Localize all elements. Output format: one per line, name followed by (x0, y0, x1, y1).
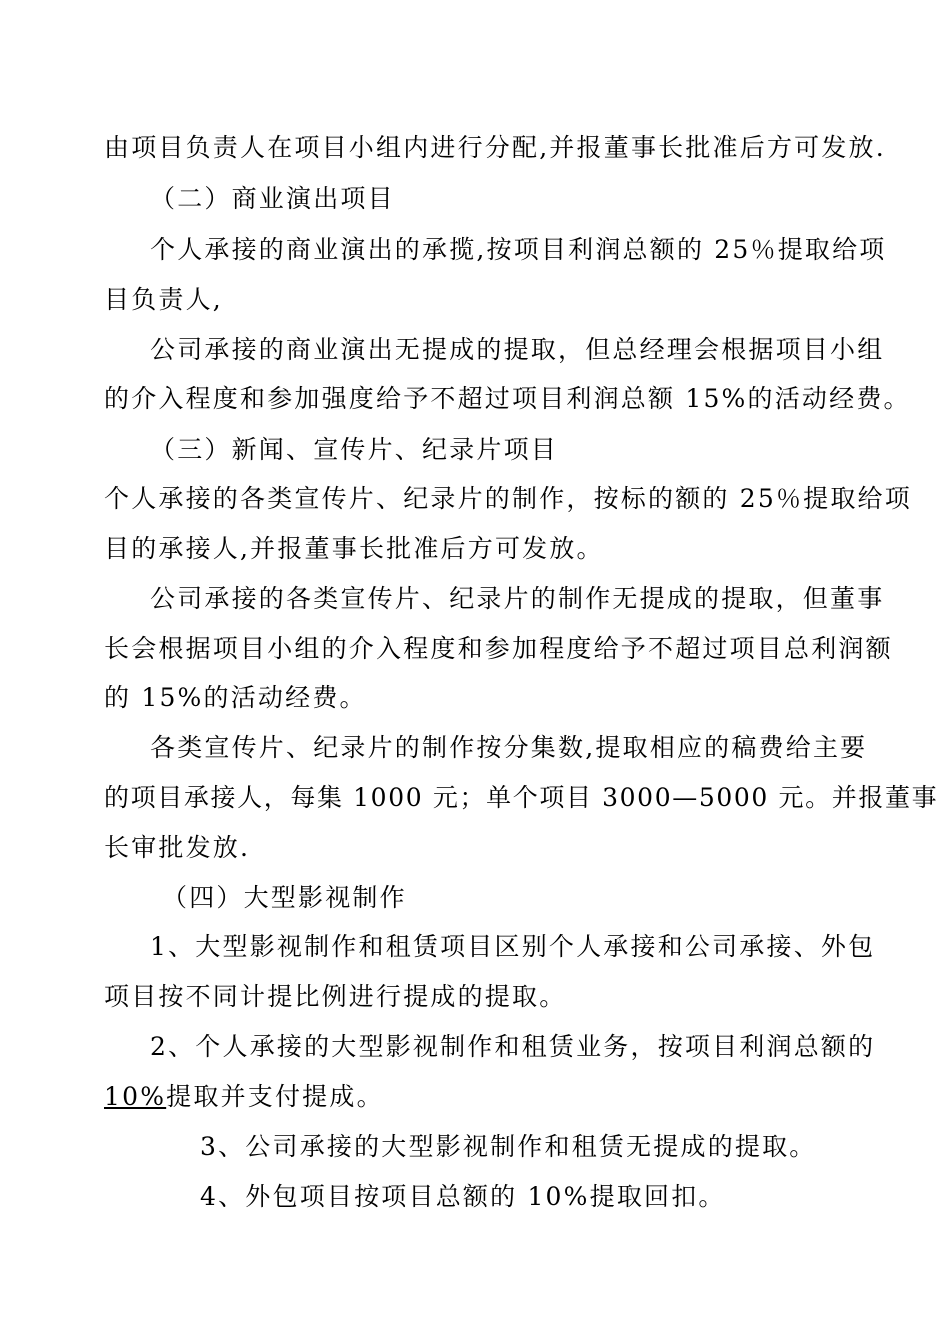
section-heading: （三）新闻、宣传片、纪录片项目 (150, 435, 559, 464)
paragraph-line: 目负责人, (104, 285, 223, 314)
section-heading: （四）大型影视制作 (162, 883, 407, 912)
paragraph-line: 3、公司承接的大型影视制作和租赁无提成的提取。 (200, 1132, 817, 1161)
paragraph-line: 公司承接的各类宣传片、纪录片的制作无提成的提取，但董事 (150, 584, 885, 613)
paragraph-line: 公司承接的商业演出无提成的提取，但总经理会根据项目小组 (150, 335, 885, 364)
paragraph-line: 1、大型影视制作和租赁项目区别个人承接和公司承接、外包 (150, 932, 876, 961)
section-heading: （二）商业演出项目 (150, 184, 395, 213)
paragraph-line: 的 15%的活动经费。 (104, 683, 367, 712)
paragraph-line: 目的承接人,并报董事长批准后方可发放。 (104, 534, 604, 563)
paragraph-line: 4、外包项目按项目总额的 10%提取回扣。 (200, 1182, 726, 1211)
paragraph-line: 各类宣传片、纪录片的制作按分集数,提取相应的稿费给主要 (150, 733, 868, 762)
paragraph-line: 项目按不同计提比例进行提成的提取。 (104, 982, 567, 1011)
paragraph-line: 的项目承接人，每集 1000 元；单个项目 3000—5000 元。并报董事 (104, 783, 939, 812)
paragraph-line: 个人承接的商业演出的承揽,按项目利润总额的 25％提取给项 (150, 235, 887, 264)
paragraph-line: 由项目负责人在项目小组内进行分配,并报董事长批准后方可发放. (104, 133, 886, 162)
paragraph-line: 长会根据项目小组的介入程度和参加程度给予不超过项目总利润额 (104, 634, 893, 663)
paragraph-line: 2、个人承接的大型影视制作和租赁业务，按项目利润总额的 (150, 1032, 876, 1061)
paragraph-line: 长审批发放. (104, 833, 251, 862)
underlined-percentage: 10% (104, 1082, 167, 1111)
paragraph-line: 的介入程度和参加强度给予不超过项目利润总额 15%的活动经费。 (104, 384, 911, 413)
paragraph-line: 个人承接的各类宣传片、纪录片的制作，按标的额的 25％提取给项 (104, 484, 912, 513)
paragraph-line-text: 提取并支付提成。 (166, 1082, 384, 1111)
paragraph-line (104, 1080, 384, 1114)
